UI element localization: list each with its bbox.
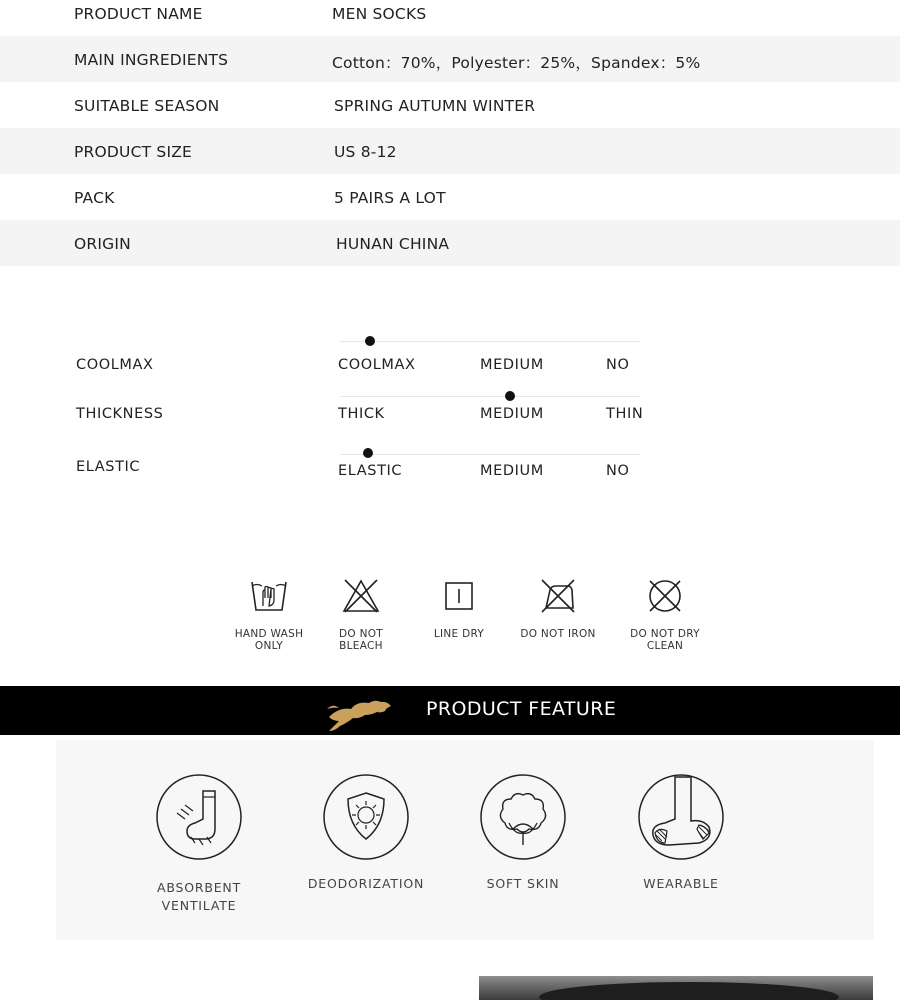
spec-row-pack bbox=[0, 174, 900, 220]
spec-value: HUNAN CHINA bbox=[336, 235, 450, 253]
scale-option: NO bbox=[606, 357, 630, 373]
spec-value: SPRING AUTUMN WINTER bbox=[334, 97, 536, 115]
feature-label: DEODORIZATION bbox=[307, 876, 425, 891]
care-item-line-dry bbox=[409, 576, 509, 640]
do-not-iron-icon bbox=[538, 576, 578, 616]
care-label-line: LINE DRY bbox=[433, 628, 485, 640]
care-item-hand-wash bbox=[219, 576, 319, 652]
banner-title: PRODUCT FEATURE bbox=[426, 698, 617, 720]
care-label-line: DO NOT IRON bbox=[520, 628, 596, 640]
care-label-line: DO NOT bbox=[338, 628, 384, 640]
care-label-line: CLEAN bbox=[646, 640, 684, 652]
spec-label: PACK bbox=[74, 189, 115, 207]
scale-option: COOLMAX bbox=[338, 357, 416, 373]
scale-line-elastic bbox=[340, 454, 640, 455]
spec-label: ORIGIN bbox=[74, 235, 131, 253]
wearable-sock-icon bbox=[637, 773, 725, 861]
scale-option: MEDIUM bbox=[480, 463, 544, 479]
spec-label: SUITABLE SEASON bbox=[74, 97, 220, 115]
feature-panel bbox=[56, 740, 874, 940]
scale-line-coolmax bbox=[340, 341, 640, 342]
scale-option: NO bbox=[606, 463, 630, 479]
feature-label-line: VENTILATE bbox=[161, 898, 237, 913]
care-label bbox=[311, 628, 411, 652]
care-label bbox=[409, 628, 509, 640]
spec-row-origin bbox=[0, 220, 900, 266]
spec-row-suitable-season bbox=[0, 82, 900, 128]
scale-option: THIN bbox=[606, 406, 644, 422]
feature-deodorization bbox=[291, 773, 441, 893]
feature-label-line: ABSORBENT bbox=[156, 880, 242, 895]
leaping-lion-logo bbox=[325, 689, 395, 733]
care-item-do-not-iron bbox=[508, 576, 608, 640]
do-not-dry-clean-icon bbox=[645, 576, 685, 616]
feature-label: WEARABLE bbox=[643, 876, 719, 891]
care-item-do-not-bleach bbox=[311, 576, 411, 652]
photo-dark-area bbox=[539, 982, 839, 1000]
scale-indicator-coolmax bbox=[365, 336, 375, 346]
care-label bbox=[219, 628, 319, 652]
scale-option: THICK bbox=[338, 406, 385, 422]
scale-indicator-elastic bbox=[363, 448, 373, 458]
spec-label: PRODUCT NAME bbox=[74, 5, 203, 23]
care-item-do-not-dry-clean bbox=[615, 576, 715, 652]
scale-option: ELASTIC bbox=[338, 463, 403, 479]
spec-label: PRODUCT SIZE bbox=[74, 143, 193, 161]
scale-line-thickness bbox=[340, 396, 640, 397]
line-dry-icon bbox=[439, 576, 479, 616]
feature-soft-skin bbox=[448, 773, 598, 893]
product-photo bbox=[479, 976, 873, 1000]
spec-value: 5 PAIRS A LOT bbox=[334, 189, 446, 207]
care-label bbox=[508, 628, 608, 640]
feature-absorbent bbox=[124, 773, 274, 915]
spec-row-product-size bbox=[0, 128, 900, 174]
feature-label: SOFT SKIN bbox=[486, 876, 560, 891]
spec-value: US 8-12 bbox=[334, 143, 397, 161]
spec-value: MEN SOCKS bbox=[332, 5, 427, 23]
scale-option: MEDIUM bbox=[480, 406, 544, 422]
care-label bbox=[615, 628, 715, 652]
scale-indicator-thickness bbox=[505, 391, 515, 401]
scale-label-thickness: THICKNESS bbox=[76, 406, 164, 422]
scale-option: MEDIUM bbox=[480, 357, 544, 373]
spec-row-product-name bbox=[0, 0, 900, 36]
care-label-line: HAND WASH bbox=[234, 628, 304, 640]
spec-label: MAIN INGREDIENTS bbox=[74, 51, 229, 69]
care-label-line: BLEACH bbox=[339, 640, 383, 652]
deodorization-shield-icon bbox=[322, 773, 410, 861]
do-not-bleach-icon bbox=[341, 576, 381, 616]
feature-label bbox=[124, 879, 274, 915]
spec-value: Cotton：70%，Polyester：25%，Spandex：5% bbox=[332, 54, 701, 72]
spec-row-main-ingredients bbox=[0, 36, 900, 82]
absorbent-sock-icon bbox=[155, 773, 243, 861]
cotton-flower-icon bbox=[479, 773, 567, 861]
scale-label-coolmax: COOLMAX bbox=[76, 357, 154, 373]
scale-label-elastic: ELASTIC bbox=[76, 459, 141, 475]
product-feature-banner bbox=[0, 686, 900, 735]
hand-wash-icon bbox=[249, 576, 289, 616]
feature-wearable bbox=[606, 773, 756, 893]
care-label-line: DO NOT DRY bbox=[630, 628, 700, 640]
care-label-line: ONLY bbox=[254, 640, 284, 652]
